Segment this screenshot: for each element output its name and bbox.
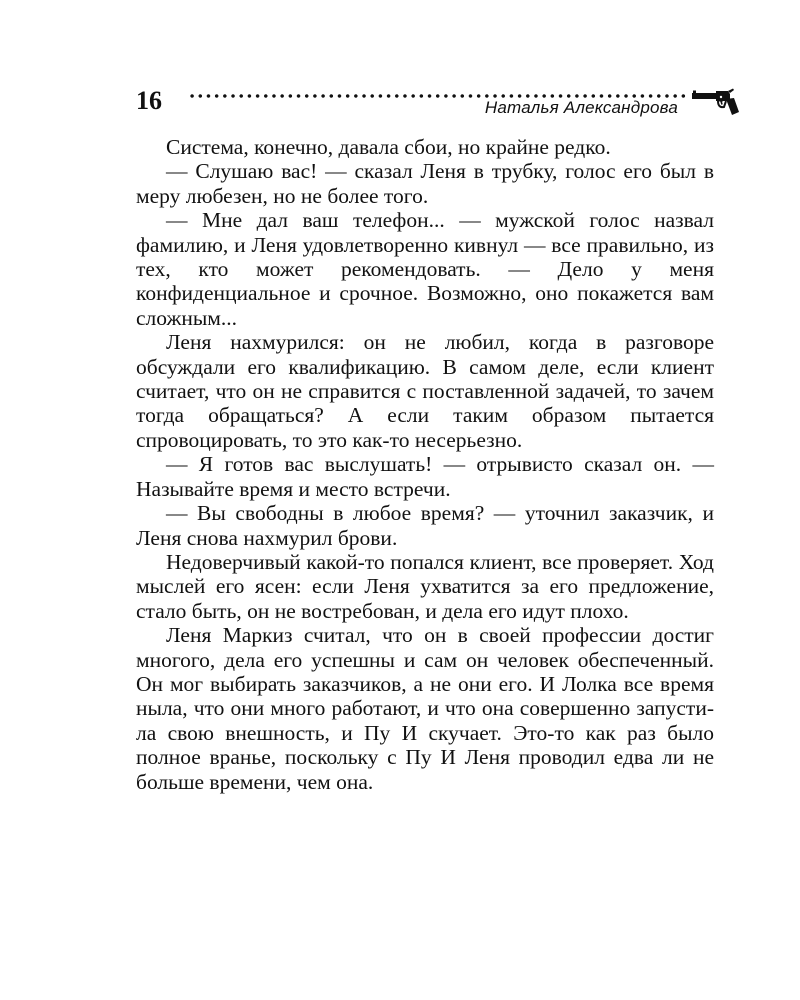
paragraph: Система, конечно, давала сбои, но крайне редко.: [166, 135, 611, 159]
paragraph: — Вы свободны в любое время? — уточнил заказчик, и Леня снова нахмурил брови.: [136, 501, 714, 550]
paragraph: Леня нахмурился: он не любил, когда в разговоре обсуждали его квалификацию. В самом деле, если клиент считает, что он не справится с поставленной задачей, то зачем тогда обращаться? А если таким образом пытается спровоцировать, то это как-то несерьезно.: [136, 330, 714, 452]
paragraph: — Мне дал ваш телефон... — мужской голос назвал фамилию, и Леня удовлетворенно кивнул — все правильно, из тех, кто может рекомендовать. — Дело у меня конфиденциальное и срочное. Возможно, оно покажется вам сложным...: [136, 208, 714, 330]
paragraph: — Я готов вас выслушать! — отрывисто сказал он. — Называйте время и место встречи.: [136, 452, 714, 501]
body-text: [136, 135, 714, 794]
paragraph: Недоверчивый какой-то попался клиент, все проверяет. Ход мыслей его ясен: если Леня ухватится за его предложение, стало быть, он не востребован, и дела его идут плохо.: [136, 549, 714, 623]
running-head-author: Наталья Александрова: [484, 98, 678, 117]
page-header: [136, 84, 740, 124]
revolver-icon: [690, 88, 740, 116]
paragraph: — Слушаю вас! — сказал Леня в трубку, голос его был в меру любезен, но не более того.: [136, 159, 714, 208]
page-number: 16: [136, 86, 162, 115]
paragraph: Леня Маркиз считал, что он в своей профессии достиг многого, дела его успешны и сам он человек обеспеченный. Он мог выбирать заказчиков, а не они его. И Лолка все время ныла, что они много работают, и что она совершенно запустила свою внешность, и Пу И скучает. Это-то как раз было полное вранье, поскольку с Пу И Леня проводил едва ли не больше времени, чем она.: [136, 623, 714, 794]
